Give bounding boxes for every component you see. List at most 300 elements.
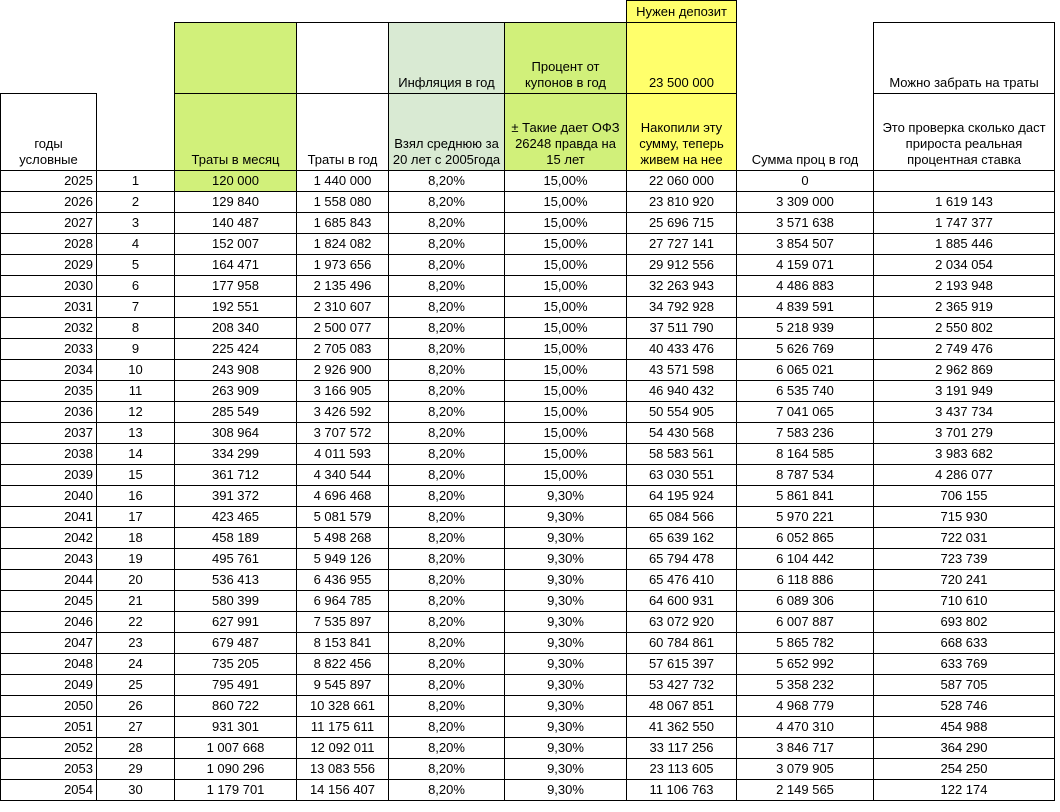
index-cell[interactable]: 23 xyxy=(97,633,175,654)
table-row xyxy=(1,339,1055,360)
table-row xyxy=(1,171,1055,192)
withdraw-cell[interactable]: 1 747 377 xyxy=(874,213,1055,234)
coupon-cell[interactable]: 15,00% xyxy=(505,465,627,486)
inflation-cell[interactable]: 8,20% xyxy=(389,486,505,507)
spend-year-cell[interactable]: 5 081 579 xyxy=(297,507,389,528)
interest-cell[interactable]: 8 787 534 xyxy=(737,465,874,486)
spend-month-cell[interactable]: 164 471 xyxy=(175,255,297,276)
interest-cell[interactable]: 3 846 717 xyxy=(737,738,874,759)
index-cell[interactable]: 18 xyxy=(97,528,175,549)
accum-cell[interactable]: 64 600 931 xyxy=(627,591,737,612)
inflation-cell[interactable]: 8,20% xyxy=(389,591,505,612)
accum-cell[interactable]: 53 427 732 xyxy=(627,675,737,696)
spend-month-cell[interactable]: 285 549 xyxy=(175,402,297,423)
accum-cell[interactable]: 50 554 905 xyxy=(627,402,737,423)
spend-month-cell[interactable]: 243 908 xyxy=(175,360,297,381)
spend-month-cell[interactable]: 860 722 xyxy=(175,696,297,717)
withdraw-cell[interactable]: 633 769 xyxy=(874,654,1055,675)
coupon-cell[interactable]: 15,00% xyxy=(505,192,627,213)
index-cell[interactable]: 16 xyxy=(97,486,175,507)
year-cell[interactable]: 2032 xyxy=(1,318,97,339)
table-row xyxy=(1,612,1055,633)
accum-cell[interactable]: 64 195 924 xyxy=(627,486,737,507)
interest-cell[interactable]: 3 571 638 xyxy=(737,213,874,234)
withdraw-cell[interactable]: 710 610 xyxy=(874,591,1055,612)
withdraw-cell[interactable]: 693 802 xyxy=(874,612,1055,633)
coupon-cell[interactable]: 9,30% xyxy=(505,591,627,612)
coupon-cell[interactable]: 9,30% xyxy=(505,654,627,675)
accum-cell[interactable]: 48 067 851 xyxy=(627,696,737,717)
withdraw-cell[interactable]: 3 191 949 xyxy=(874,381,1055,402)
interest-cell[interactable]: 2 149 565 xyxy=(737,780,874,801)
coupon-cell[interactable]: 15,00% xyxy=(505,444,627,465)
year-cell[interactable]: 2049 xyxy=(1,675,97,696)
withdraw-cell[interactable]: 528 746 xyxy=(874,696,1055,717)
index-cell[interactable]: 29 xyxy=(97,759,175,780)
index-cell[interactable]: 3 xyxy=(97,213,175,234)
inflation-cell[interactable]: 8,20% xyxy=(389,381,505,402)
year-cell[interactable]: 2033 xyxy=(1,339,97,360)
coupon-cell[interactable]: 9,30% xyxy=(505,759,627,780)
year-cell[interactable]: 2030 xyxy=(1,276,97,297)
inflation-cell[interactable]: 8,20% xyxy=(389,297,505,318)
table-row xyxy=(1,717,1055,738)
interest-cell[interactable]: 6 052 865 xyxy=(737,528,874,549)
interest-cell[interactable]: 7 583 236 xyxy=(737,423,874,444)
inflation-cell[interactable]: 8,20% xyxy=(389,507,505,528)
coupon-cell[interactable]: 9,30% xyxy=(505,486,627,507)
coupon-cell[interactable]: 9,30% xyxy=(505,612,627,633)
index-cell[interactable]: 12 xyxy=(97,402,175,423)
spend-month-cell[interactable]: 495 761 xyxy=(175,549,297,570)
interest-cell[interactable]: 3 854 507 xyxy=(737,234,874,255)
spend-year-cell[interactable]: 2 310 607 xyxy=(297,297,389,318)
year-cell[interactable]: 2040 xyxy=(1,486,97,507)
index-cell[interactable]: 6 xyxy=(97,276,175,297)
inflation-cell[interactable]: 8,20% xyxy=(389,633,505,654)
year-cell[interactable]: 2035 xyxy=(1,381,97,402)
accum-note-cell[interactable]: Накопили эту сумму, теперь живем на нее xyxy=(627,94,737,171)
interest-cell[interactable]: 6 535 740 xyxy=(737,381,874,402)
index-cell[interactable]: 25 xyxy=(97,675,175,696)
year-cell[interactable]: 2043 xyxy=(1,549,97,570)
spend-month-cell[interactable]: 1 007 668 xyxy=(175,738,297,759)
index-cell[interactable]: 10 xyxy=(97,360,175,381)
inflation-cell[interactable]: 8,20% xyxy=(389,696,505,717)
index-cell[interactable]: 28 xyxy=(97,738,175,759)
table-row xyxy=(1,759,1055,780)
spend-year-cell[interactable]: 7 535 897 xyxy=(297,612,389,633)
spend-year-cell[interactable]: 1 973 656 xyxy=(297,255,389,276)
spend-year-cell[interactable]: 3 707 572 xyxy=(297,423,389,444)
year-cell[interactable]: 2027 xyxy=(1,213,97,234)
spend-year-cell[interactable]: 3 166 905 xyxy=(297,381,389,402)
accum-cell[interactable]: 23 113 605 xyxy=(627,759,737,780)
year-cell[interactable]: 2029 xyxy=(1,255,97,276)
spend-month-cell[interactable]: 334 299 xyxy=(175,444,297,465)
inflation-cell[interactable]: 8,20% xyxy=(389,465,505,486)
interest-cell[interactable]: 3 079 905 xyxy=(737,759,874,780)
accum-cell[interactable]: 33 117 256 xyxy=(627,738,737,759)
spend-month-cell[interactable]: 580 399 xyxy=(175,591,297,612)
withdraw-cell[interactable]: 454 988 xyxy=(874,717,1055,738)
index-cell[interactable]: 1 xyxy=(97,171,175,192)
year-cell[interactable]: 2051 xyxy=(1,717,97,738)
interest-cell[interactable]: 6 065 021 xyxy=(737,360,874,381)
coupon-cell[interactable]: 9,30% xyxy=(505,528,627,549)
spend-month-cell[interactable]: 931 301 xyxy=(175,717,297,738)
accum-cell[interactable]: 60 784 861 xyxy=(627,633,737,654)
withdraw-cell[interactable]: 122 174 xyxy=(874,780,1055,801)
spend-year-cell[interactable]: 2 500 077 xyxy=(297,318,389,339)
inflation-cell[interactable]: 8,20% xyxy=(389,234,505,255)
accum-cell[interactable]: 27 727 141 xyxy=(627,234,737,255)
index-cell[interactable]: 30 xyxy=(97,780,175,801)
inflation-cell[interactable]: 8,20% xyxy=(389,255,505,276)
spend-year-cell[interactable]: 1 558 080 xyxy=(297,192,389,213)
index-cell[interactable]: 24 xyxy=(97,654,175,675)
spend-year-cell[interactable]: 10 328 661 xyxy=(297,696,389,717)
coupon-cell[interactable]: 15,00% xyxy=(505,276,627,297)
year-cell[interactable]: 2050 xyxy=(1,696,97,717)
spend-month-cell[interactable]: 361 712 xyxy=(175,465,297,486)
deposit-label-cell[interactable]: Нужен депозит xyxy=(627,1,737,23)
table-row xyxy=(1,738,1055,759)
spend-month-cell[interactable]: 152 007 xyxy=(175,234,297,255)
year-cell[interactable]: 2041 xyxy=(1,507,97,528)
spend-month-cell[interactable]: 208 340 xyxy=(175,318,297,339)
inflation-note-cell[interactable]: Взял среднюю за 20 лет с 2005года xyxy=(389,94,505,171)
inflation-cell[interactable]: 8,20% xyxy=(389,276,505,297)
index-cell[interactable]: 2 xyxy=(97,192,175,213)
year-cell[interactable]: 2028 xyxy=(1,234,97,255)
coupon-cell[interactable]: 9,30% xyxy=(505,717,627,738)
withdraw-cell[interactable]: 3 983 682 xyxy=(874,444,1055,465)
coupon-cell[interactable]: 15,00% xyxy=(505,234,627,255)
year-cell[interactable]: 2052 xyxy=(1,738,97,759)
year-cell[interactable]: 2048 xyxy=(1,654,97,675)
accum-cell[interactable]: 43 571 598 xyxy=(627,360,737,381)
accum-cell[interactable]: 29 912 556 xyxy=(627,255,737,276)
coupon-cell[interactable]: 15,00% xyxy=(505,297,627,318)
inflation-cell[interactable]: 8,20% xyxy=(389,549,505,570)
spend-month-cell[interactable]: 735 205 xyxy=(175,654,297,675)
accum-cell[interactable]: 34 792 928 xyxy=(627,297,737,318)
year-cell[interactable]: 2031 xyxy=(1,297,97,318)
header-cell-green-blank[interactable] xyxy=(175,23,297,94)
coupon-title-cell[interactable]: Процент от купонов в год xyxy=(505,23,627,94)
withdraw-cell[interactable]: 706 155 xyxy=(874,486,1055,507)
index-cell[interactable]: 5 xyxy=(97,255,175,276)
coupon-cell[interactable]: 9,30% xyxy=(505,696,627,717)
withdraw-cell[interactable]: 722 031 xyxy=(874,528,1055,549)
spend-month-cell[interactable]: 391 372 xyxy=(175,486,297,507)
withdraw-cell[interactable]: 2 962 869 xyxy=(874,360,1055,381)
index-cell[interactable]: 14 xyxy=(97,444,175,465)
years-label-cell[interactable]: годы условные xyxy=(1,94,97,171)
index-cell[interactable]: 11 xyxy=(97,381,175,402)
index-cell[interactable]: 7 xyxy=(97,297,175,318)
coupon-cell[interactable]: 15,00% xyxy=(505,171,627,192)
withdraw-cell[interactable]: 4 286 077 xyxy=(874,465,1055,486)
index-cell[interactable]: 4 xyxy=(97,234,175,255)
spend-year-cell[interactable]: 1 824 082 xyxy=(297,234,389,255)
accum-cell[interactable]: 58 583 561 xyxy=(627,444,737,465)
coupon-cell[interactable]: 15,00% xyxy=(505,381,627,402)
coupon-cell[interactable]: 9,30% xyxy=(505,570,627,591)
interest-cell[interactable]: 5 218 939 xyxy=(737,318,874,339)
withdraw-cell[interactable]: 2 034 054 xyxy=(874,255,1055,276)
year-cell[interactable]: 2036 xyxy=(1,402,97,423)
interest-cell[interactable]: 5 865 782 xyxy=(737,633,874,654)
table-row xyxy=(1,318,1055,339)
inflation-title-cell[interactable]: Инфляция в год xyxy=(389,23,505,94)
table-row xyxy=(1,675,1055,696)
interest-cell[interactable]: 0 xyxy=(737,171,874,192)
withdraw-cell[interactable]: 2 193 948 xyxy=(874,276,1055,297)
index-cell[interactable]: 22 xyxy=(97,612,175,633)
spend-year-cell[interactable]: 4 340 544 xyxy=(297,465,389,486)
withdraw-cell[interactable]: 723 739 xyxy=(874,549,1055,570)
inflation-cell[interactable]: 8,20% xyxy=(389,213,505,234)
accum-cell[interactable]: 57 615 397 xyxy=(627,654,737,675)
year-cell[interactable]: 2044 xyxy=(1,570,97,591)
accum-cell[interactable]: 23 810 920 xyxy=(627,192,737,213)
accum-cell[interactable]: 37 511 790 xyxy=(627,318,737,339)
inflation-cell[interactable]: 8,20% xyxy=(389,738,505,759)
withdraw-cell[interactable]: 2 550 802 xyxy=(874,318,1055,339)
deposit-value-cell[interactable]: 23 500 000 xyxy=(627,23,737,94)
spend-month-cell[interactable]: 263 909 xyxy=(175,381,297,402)
inflation-cell[interactable]: 8,20% xyxy=(389,780,505,801)
table-row xyxy=(1,780,1055,801)
table-row xyxy=(1,276,1055,297)
spend-year-cell[interactable]: 2 705 083 xyxy=(297,339,389,360)
coupon-cell[interactable]: 15,00% xyxy=(505,318,627,339)
index-cell[interactable]: 27 xyxy=(97,717,175,738)
withdraw-cell[interactable]: 715 930 xyxy=(874,507,1055,528)
inflation-cell[interactable]: 8,20% xyxy=(389,759,505,780)
spend-month-cell[interactable]: 140 487 xyxy=(175,213,297,234)
spend-month-cell[interactable]: 129 840 xyxy=(175,192,297,213)
check-note-cell[interactable]: Это проверка сколько даст прироста реальная процентная ставка xyxy=(874,94,1055,171)
interest-cell[interactable]: 6 118 886 xyxy=(737,570,874,591)
inflation-cell[interactable]: 8,20% xyxy=(389,192,505,213)
year-cell[interactable]: 2054 xyxy=(1,780,97,801)
year-cell[interactable]: 2047 xyxy=(1,633,97,654)
spend-year-cell[interactable]: 11 175 611 xyxy=(297,717,389,738)
accum-cell[interactable]: 65 084 566 xyxy=(627,507,737,528)
interest-cell[interactable]: 5 652 992 xyxy=(737,654,874,675)
interest-cell[interactable]: 4 968 779 xyxy=(737,696,874,717)
index-cell[interactable]: 21 xyxy=(97,591,175,612)
interest-cell[interactable]: 8 164 585 xyxy=(737,444,874,465)
interest-label-cell[interactable]: Сумма проц в год xyxy=(751,152,859,167)
index-cell[interactable]: 8 xyxy=(97,318,175,339)
spend-year-cell[interactable]: 14 156 407 xyxy=(297,780,389,801)
spend-month-cell[interactable]: 1 090 296 xyxy=(175,759,297,780)
coupon-cell[interactable]: 15,00% xyxy=(505,255,627,276)
accum-cell[interactable]: 40 433 476 xyxy=(627,339,737,360)
accum-cell[interactable]: 22 060 000 xyxy=(627,171,737,192)
spend-year-cell[interactable]: 4 011 593 xyxy=(297,444,389,465)
withdraw-cell[interactable]: 720 241 xyxy=(874,570,1055,591)
coupon-cell[interactable]: 9,30% xyxy=(505,507,627,528)
inflation-cell[interactable]: 8,20% xyxy=(389,717,505,738)
interest-cell[interactable]: 3 309 000 xyxy=(737,192,874,213)
withdraw-cell[interactable]: 3 437 734 xyxy=(874,402,1055,423)
withdraw-cell[interactable]: 3 701 279 xyxy=(874,423,1055,444)
table-row xyxy=(1,549,1055,570)
accum-cell[interactable]: 46 940 432 xyxy=(627,381,737,402)
spend-year-cell[interactable]: 4 696 468 xyxy=(297,486,389,507)
spend-year-cell[interactable]: 2 926 900 xyxy=(297,360,389,381)
spend-month-cell[interactable]: 1 179 701 xyxy=(175,780,297,801)
spend-year-cell[interactable]: 6 964 785 xyxy=(297,591,389,612)
coupon-cell[interactable]: 15,00% xyxy=(505,213,627,234)
spend-month-cell[interactable]: 423 465 xyxy=(175,507,297,528)
year-cell[interactable]: 2039 xyxy=(1,465,97,486)
spend-month-cell[interactable]: 679 487 xyxy=(175,633,297,654)
coupon-cell[interactable]: 15,00% xyxy=(505,360,627,381)
spend-year-cell[interactable]: 12 092 011 xyxy=(297,738,389,759)
spend-month-cell[interactable]: 795 491 xyxy=(175,675,297,696)
spend-year-cell[interactable]: 1 685 843 xyxy=(297,213,389,234)
table-row xyxy=(1,192,1055,213)
year-cell[interactable]: 2053 xyxy=(1,759,97,780)
spend-month-cell[interactable]: 177 958 xyxy=(175,276,297,297)
spend-month-cell[interactable]: 308 964 xyxy=(175,423,297,444)
withdraw-cell[interactable]: 254 250 xyxy=(874,759,1055,780)
inflation-cell[interactable]: 8,20% xyxy=(389,612,505,633)
header-cell-blank[interactable] xyxy=(297,23,389,94)
interest-cell[interactable]: 5 626 769 xyxy=(737,339,874,360)
year-cell[interactable]: 2025 xyxy=(1,171,97,192)
spend-year-label-cell[interactable]: Траты в год xyxy=(297,94,389,171)
index-cell[interactable]: 26 xyxy=(97,696,175,717)
year-cell[interactable]: 2042 xyxy=(1,528,97,549)
spend-year-cell[interactable]: 8 822 456 xyxy=(297,654,389,675)
spend-year-cell[interactable]: 5 498 268 xyxy=(297,528,389,549)
index-cell[interactable]: 17 xyxy=(97,507,175,528)
coupon-cell[interactable]: 15,00% xyxy=(505,402,627,423)
inflation-cell[interactable]: 8,20% xyxy=(389,423,505,444)
inflation-cell[interactable]: 8,20% xyxy=(389,171,505,192)
withdraw-cell[interactable] xyxy=(874,171,1055,192)
accum-cell[interactable]: 41 362 550 xyxy=(627,717,737,738)
accum-cell[interactable]: 54 430 568 xyxy=(627,423,737,444)
withdraw-cell[interactable]: 2 365 919 xyxy=(874,297,1055,318)
coupon-cell[interactable]: 9,30% xyxy=(505,738,627,759)
withdraw-cell[interactable]: 1 885 446 xyxy=(874,234,1055,255)
accum-cell[interactable]: 65 639 162 xyxy=(627,528,737,549)
spend-year-cell[interactable]: 5 949 126 xyxy=(297,549,389,570)
year-cell[interactable]: 2026 xyxy=(1,192,97,213)
coupon-cell[interactable]: 9,30% xyxy=(505,549,627,570)
spend-month-cell[interactable]: 120 000 xyxy=(175,171,297,192)
accum-cell[interactable]: 65 476 410 xyxy=(627,570,737,591)
interest-cell[interactable]: 4 486 883 xyxy=(737,276,874,297)
interest-cell[interactable]: 5 970 221 xyxy=(737,507,874,528)
accum-cell[interactable]: 32 263 943 xyxy=(627,276,737,297)
spend-year-cell[interactable]: 1 440 000 xyxy=(297,171,389,192)
inflation-cell[interactable]: 8,20% xyxy=(389,360,505,381)
interest-cell[interactable]: 5 861 841 xyxy=(737,486,874,507)
spend-year-cell[interactable]: 8 153 841 xyxy=(297,633,389,654)
interest-cell[interactable]: 4 839 591 xyxy=(737,297,874,318)
interest-cell[interactable]: 5 358 232 xyxy=(737,675,874,696)
spend-year-cell[interactable]: 3 426 592 xyxy=(297,402,389,423)
coupon-cell[interactable]: 9,30% xyxy=(505,633,627,654)
inflation-cell[interactable]: 8,20% xyxy=(389,654,505,675)
coupon-cell[interactable]: 9,30% xyxy=(505,675,627,696)
index-cell[interactable]: 9 xyxy=(97,339,175,360)
coupon-cell[interactable]: 15,00% xyxy=(505,339,627,360)
inflation-cell[interactable]: 8,20% xyxy=(389,528,505,549)
withdraw-cell[interactable]: 364 290 xyxy=(874,738,1055,759)
interest-cell[interactable]: 6 104 442 xyxy=(737,549,874,570)
year-cell[interactable]: 2045 xyxy=(1,591,97,612)
inflation-cell[interactable]: 8,20% xyxy=(389,318,505,339)
withdraw-cell[interactable]: 1 619 143 xyxy=(874,192,1055,213)
spend-month-cell[interactable]: 627 991 xyxy=(175,612,297,633)
inflation-cell[interactable]: 8,20% xyxy=(389,570,505,591)
inflation-cell[interactable]: 8,20% xyxy=(389,444,505,465)
interest-cell[interactable]: 6 089 306 xyxy=(737,591,874,612)
inflation-cell[interactable]: 8,20% xyxy=(389,339,505,360)
withdraw-title-cell[interactable]: Можно забрать на траты xyxy=(874,23,1055,94)
year-cell[interactable]: 2034 xyxy=(1,360,97,381)
spend-month-label-cell[interactable]: Траты в месяц xyxy=(175,94,297,171)
index-cell[interactable]: 20 xyxy=(97,570,175,591)
inflation-cell[interactable]: 8,20% xyxy=(389,402,505,423)
spend-year-cell[interactable]: 9 545 897 xyxy=(297,675,389,696)
interest-cell[interactable]: 4 470 310 xyxy=(737,717,874,738)
accum-cell[interactable]: 25 696 715 xyxy=(627,213,737,234)
accum-cell[interactable]: 63 072 920 xyxy=(627,612,737,633)
withdraw-cell[interactable]: 668 633 xyxy=(874,633,1055,654)
year-cell[interactable]: 2046 xyxy=(1,612,97,633)
spend-year-cell[interactable]: 6 436 955 xyxy=(297,570,389,591)
year-cell[interactable]: 2038 xyxy=(1,444,97,465)
spend-month-cell[interactable]: 536 413 xyxy=(175,570,297,591)
interest-cell[interactable]: 4 159 071 xyxy=(737,255,874,276)
coupon-note-cell[interactable]: ± Такие дает ОФЗ 26248 правда на 15 лет xyxy=(505,94,627,171)
spend-month-cell[interactable]: 192 551 xyxy=(175,297,297,318)
index-cell[interactable]: 13 xyxy=(97,423,175,444)
table-row xyxy=(1,486,1055,507)
spend-month-cell[interactable]: 225 424 xyxy=(175,339,297,360)
interest-cell[interactable]: 6 007 887 xyxy=(737,612,874,633)
year-cell[interactable]: 2037 xyxy=(1,423,97,444)
inflation-cell[interactable]: 8,20% xyxy=(389,675,505,696)
withdraw-cell[interactable]: 2 749 476 xyxy=(874,339,1055,360)
index-cell[interactable]: 19 xyxy=(97,549,175,570)
table-row xyxy=(1,570,1055,591)
index-cell[interactable]: 15 xyxy=(97,465,175,486)
accum-cell[interactable]: 65 794 478 xyxy=(627,549,737,570)
table-row xyxy=(1,444,1055,465)
spend-year-cell[interactable]: 13 083 556 xyxy=(297,759,389,780)
spend-year-cell[interactable]: 2 135 496 xyxy=(297,276,389,297)
accum-cell[interactable]: 63 030 551 xyxy=(627,465,737,486)
coupon-cell[interactable]: 9,30% xyxy=(505,780,627,801)
withdraw-cell[interactable]: 587 705 xyxy=(874,675,1055,696)
spend-month-cell[interactable]: 458 189 xyxy=(175,528,297,549)
coupon-cell[interactable]: 15,00% xyxy=(505,423,627,444)
interest-cell[interactable]: 7 041 065 xyxy=(737,402,874,423)
accum-cell[interactable]: 11 106 763 xyxy=(627,780,737,801)
